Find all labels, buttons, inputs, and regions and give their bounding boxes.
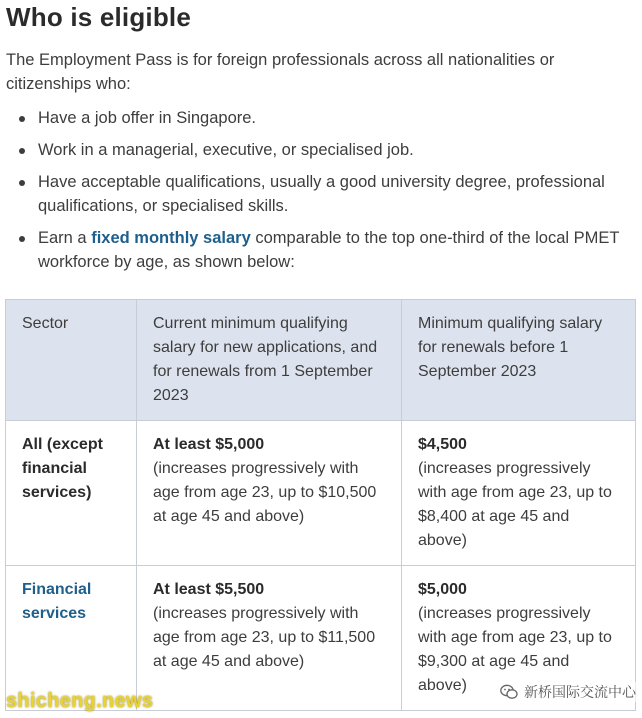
renewal-amount: $5,000 <box>418 581 467 598</box>
watermark-account-name: 新桥国际交流中心 <box>524 684 636 700</box>
sector-label: All (except financial services) <box>22 436 103 501</box>
list-item-text-after: comparable to the top one-third of the local PMET workforce by age, as shown below: <box>38 229 620 271</box>
page-title: Who is eligible <box>6 2 192 32</box>
current-amount: At least $5,500 <box>153 581 265 598</box>
current-salary-cell <box>137 421 402 566</box>
renewal-salary-cell <box>402 421 636 566</box>
header-current-salary: Current minimum qualifying salary for new applications, and for renewals from 1 September 2023 <box>137 300 402 421</box>
renewal-note: (increases progressively with age from age 23, up to $9,300 at age 45 and above) <box>418 605 612 694</box>
sector-cell <box>6 421 137 566</box>
table-header-row <box>6 300 636 421</box>
list-item <box>0 170 640 218</box>
bullet-icon <box>19 236 25 242</box>
list-item-text: Have acceptable qualifications, usually a good university degree, professional qualifications, or specialised skills. <box>38 173 605 215</box>
current-note: (increases progressively with age from age 23, up to $10,500 at age 45 and above) <box>153 460 377 525</box>
fixed-monthly-salary-link[interactable]: fixed monthly salary <box>91 229 251 247</box>
list-item <box>0 226 640 274</box>
renewal-note: (increases progressively with age from age 23, up to $8,400 at age 45 and above) <box>418 460 612 549</box>
eligibility-list <box>0 106 640 282</box>
list-item-text: Work in a managerial, executive, or specialised job. <box>38 141 414 159</box>
header-sector: Sector <box>6 300 137 421</box>
list-item-text-before: Earn a <box>38 229 92 247</box>
wechat-icon <box>500 684 518 700</box>
bullet-icon <box>19 148 25 154</box>
current-salary-cell <box>137 566 402 711</box>
list-item <box>0 138 640 162</box>
bullet-icon <box>19 116 25 122</box>
list-item <box>0 106 640 130</box>
sector-cell <box>6 566 137 711</box>
salary-table <box>5 299 636 711</box>
bullet-icon <box>19 180 25 186</box>
header-renewal-salary: Minimum qualifying salary for renewals before 1 September 2023 <box>402 300 636 421</box>
current-amount: At least $5,000 <box>153 436 265 453</box>
list-item-text: Have a job offer in Singapore. <box>38 109 257 127</box>
watermark-site: shicheng.news <box>6 690 154 712</box>
watermark-account <box>500 682 636 702</box>
current-note: (increases progressively with age from age 23, up to $11,500 at age 45 and above) <box>153 605 376 670</box>
table-row <box>6 421 636 566</box>
financial-services-link[interactable]: Financial services <box>22 581 92 622</box>
intro-paragraph: The Employment Pass is for foreign professionals across all nationalities or citizenships who: <box>6 51 555 93</box>
renewal-amount: $4,500 <box>418 436 467 453</box>
